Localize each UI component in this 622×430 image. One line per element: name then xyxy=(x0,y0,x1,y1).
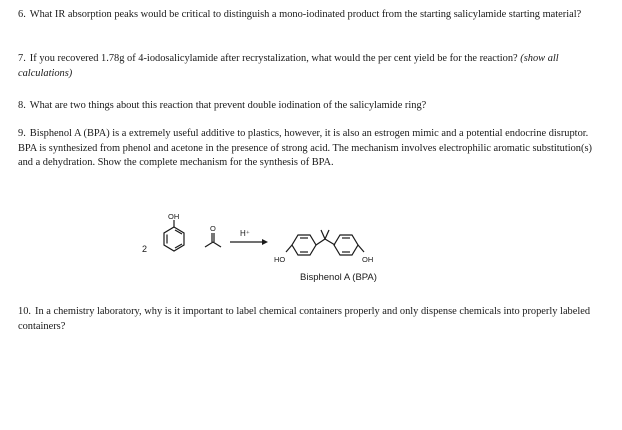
bpa-caption: Bisphenol A (BPA) xyxy=(300,272,377,283)
question-number: 10. xyxy=(18,306,31,317)
bpa-reaction-scheme xyxy=(130,200,460,290)
bpa-ho-label: HO xyxy=(274,255,286,264)
question-number: 6. xyxy=(18,9,26,20)
question-10 xyxy=(18,305,603,334)
phenol-coefficient: 2 xyxy=(142,244,148,254)
question-7 xyxy=(18,52,603,81)
question-9 xyxy=(18,127,603,171)
acid-catalyst-label: H⁺ xyxy=(240,229,250,238)
question-text: What are two things about this reaction that prevent double iodination of the salicylamide ring? xyxy=(29,100,427,111)
bisphenol-a-structure xyxy=(286,230,364,255)
question-6 xyxy=(18,8,603,23)
question-number: 8. xyxy=(18,100,26,111)
question-emphasis: (show all calculations) xyxy=(18,53,559,79)
acetone-o-label: O xyxy=(210,224,216,233)
reaction-arrow xyxy=(230,239,268,245)
question-text: What IR absorption peaks would be critical to distinguish a mono-iodinated product from the starting salicylamide starting material? xyxy=(29,9,582,20)
bpa-oh-label: OH xyxy=(362,255,374,264)
acetone-structure xyxy=(205,233,221,247)
phenol-structure xyxy=(164,220,184,251)
question-text: Bisphenol A (BPA) is a extremely useful additive to plastics, however, it is also an estrogen mimic and a potential endocrine disruptor. BPA is synthesized from phenol and acetone in the presence of strong acid. The mechanism involves electrophilic aromatic substitution(s) and a dehydration. Show the complete mechanism for the synthesis of BPA. xyxy=(18,128,592,168)
question-number: 9. xyxy=(18,128,26,139)
phenol-oh-label: OH xyxy=(168,212,180,221)
question-8 xyxy=(18,99,603,114)
question-number: 7. xyxy=(18,53,26,64)
question-text: If you recovered 1.78g of 4-iodosalicylamide after recrystalization, what would the per cent yield be for the reaction? xyxy=(29,53,521,64)
question-text: In a chemistry laboratory, why is it important to label chemical containers properly and only dispense chemicals into properly labeled containers? xyxy=(18,306,591,332)
